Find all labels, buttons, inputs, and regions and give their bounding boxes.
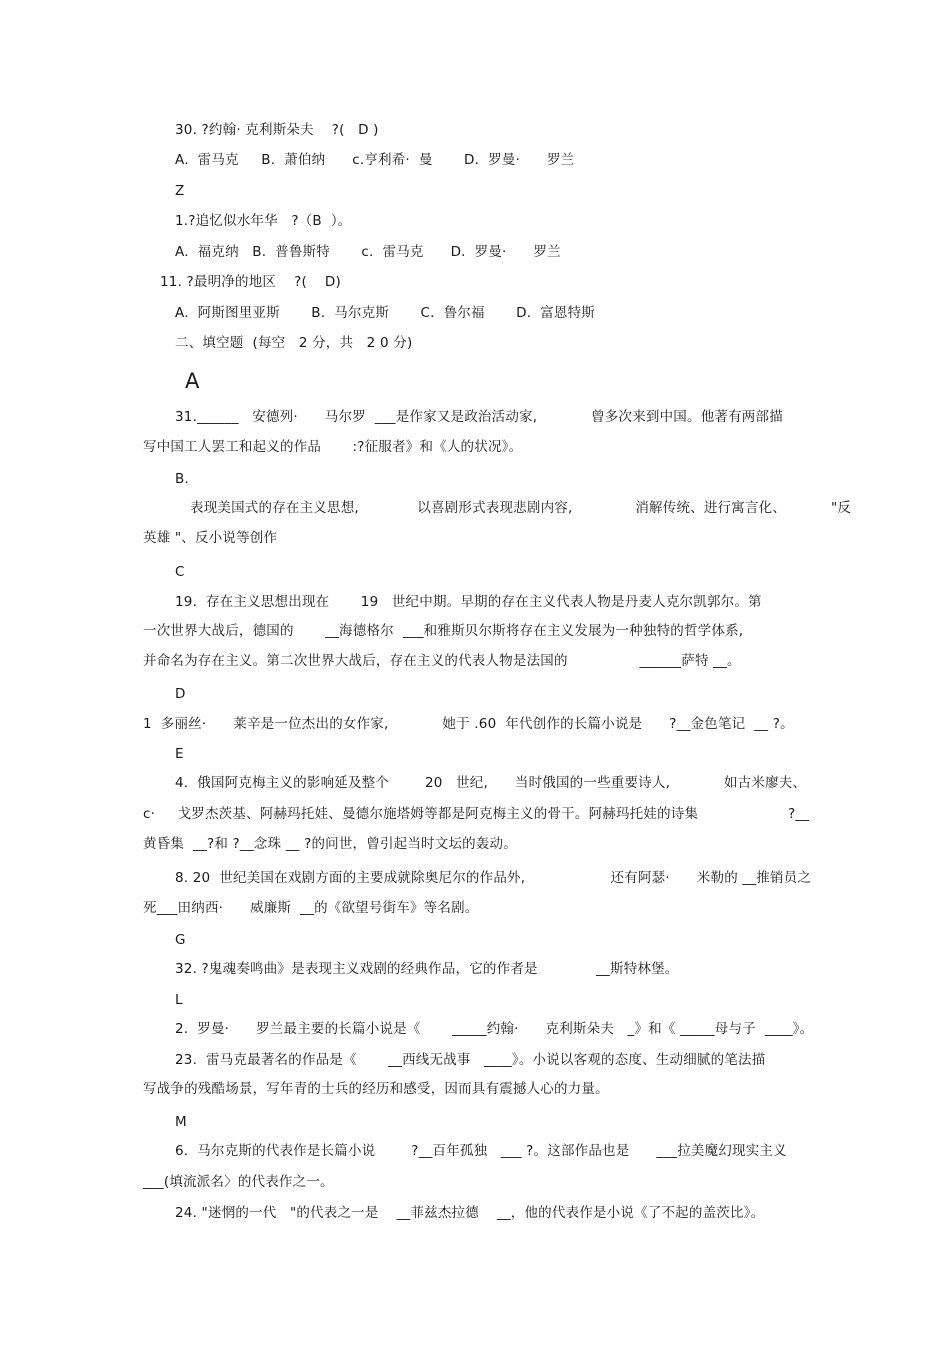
question-4-cont-2: 黄昏集 __?和 ?__念珠 __ ?的问世，曾引起当时文坛的轰动。 bbox=[143, 836, 517, 852]
question-19-cont-1: 一次世界大战后，德国的 __海德格尔 ___和雅斯贝尔斯将存在主义发展为一种独特的哲学体系, bbox=[143, 623, 744, 639]
question-8-cont: 死___田纳西· 威廉斯 __的《欲望号街车》等名剧。 bbox=[143, 900, 479, 916]
section-letter-z: Z bbox=[175, 183, 185, 199]
question-2: 2. 罗曼· 罗兰最主要的长篇小说是《 _____约翰· 克利斯朵夫 _》和《 _____母与子 ____》。 bbox=[175, 1021, 814, 1037]
question-1-options: A. 福克纳 B. 普鲁斯特 c. 雷马克 D. 罗曼· 罗兰 bbox=[175, 244, 561, 260]
section-letter-g: G bbox=[175, 932, 186, 948]
question-32: 32. ?鬼魂奏鸣曲》是表现主义戏剧的经典作品，它的作者是 __斯特林堡。 bbox=[175, 961, 679, 977]
question-4-cont-1: c· 戈罗杰茨基、阿赫玛托娃、曼德尔施塔姆等都是阿克梅主义的骨干。阿赫玛托娃的诗集 ?__ bbox=[143, 806, 810, 822]
paragraph-b: 表现美国式的存在主义思想, 以喜剧形式表现悲剧内容, 消解传统、进行寓言化、 "反 bbox=[190, 500, 852, 516]
section-letter-l: L bbox=[175, 992, 183, 1008]
section-letter-e: E bbox=[175, 746, 184, 762]
question-6-cont: ___(填流派名〉的代表作之一。 bbox=[143, 1174, 334, 1190]
question-31-cont: 写中国工人罢工和起义的作品 :?征服者》和《人的状况》。 bbox=[143, 439, 523, 455]
paragraph-b-cont: 英雄 "、反小说等创作 bbox=[143, 530, 278, 546]
section-letter-m: M bbox=[175, 1114, 187, 1130]
question-31: 31.______ 安德列· 马尔罗 ___是作家又是政治活动家, 曾多次来到中国。他著有两部描 bbox=[175, 409, 783, 425]
question-30-options: A. 雷马克 B. 萧伯纳 c.亨利希· 曼 D. 罗曼· 罗兰 bbox=[175, 152, 575, 168]
question-23-cont: 写战争的残酷场景，写年青的士兵的经历和感受，因而具有震撼人心的力量。 bbox=[143, 1081, 609, 1097]
question-11-options: A. 阿斯图里亚斯 B. 马尔克斯 C. 鲁尔福 D. 富恩特斯 bbox=[175, 305, 595, 321]
question-4: 4. 俄国阿克梅主义的影响延及整个 20 世纪, 当时俄国的一些重要诗人, 如古米廖夫、 bbox=[175, 775, 807, 791]
question-1: 1.?追忆似水年华 ?（B ）。 bbox=[175, 213, 352, 229]
section-letter-b: B. bbox=[175, 471, 189, 487]
question-1-lessing: 1 多丽丝· 莱辛是一位杰出的女作家, 她于 .60 年代创作的长篇小说是 ?__金色笔记 __ ?。 bbox=[143, 716, 794, 732]
question-19-cont-2: 并命名为存在主义。第二次世界大战后，存在主义的代表人物是法国的 ______萨特 __。 bbox=[143, 653, 741, 669]
question-30: 30. ?约翰· 克利斯朵夫 ?( D ) bbox=[175, 122, 379, 138]
section-letter-d: D bbox=[175, 686, 186, 702]
section-letter-c: C bbox=[175, 564, 185, 580]
question-11: 11. ?最明净的地区 ?( D) bbox=[160, 274, 341, 290]
question-23: 23. 雷马克最著名的作品是《 __西线无战事 ____》。小说以客观的态度、生动细腻的笔法描 bbox=[175, 1052, 766, 1068]
section-heading-fill-in: 二、填空题 (每空 2 分，共 2 0 分) bbox=[175, 335, 413, 351]
question-8: 8. 20 世纪美国在戏剧方面的主要成就除奥尼尔的作品外, 还有阿瑟· 米勒的 __推销员之 bbox=[175, 870, 812, 886]
question-24: 24. "迷惘的一代 "的代表之一是 __菲兹杰拉德 __，他的代表作是小说《了不起的盖茨比》。 bbox=[175, 1205, 765, 1221]
question-6: 6. 马尔克斯的代表作是长篇小说 ?__百年孤独 ___ ?。这部作品也是 ___拉美魔幻现实主义 bbox=[175, 1143, 787, 1159]
question-19: 19. 存在主义思想出现在 19 世纪中期。早期的存在主义代表人物是丹麦人克尔凯郭尔。第 bbox=[175, 594, 762, 610]
section-letter-a: A bbox=[185, 369, 200, 393]
